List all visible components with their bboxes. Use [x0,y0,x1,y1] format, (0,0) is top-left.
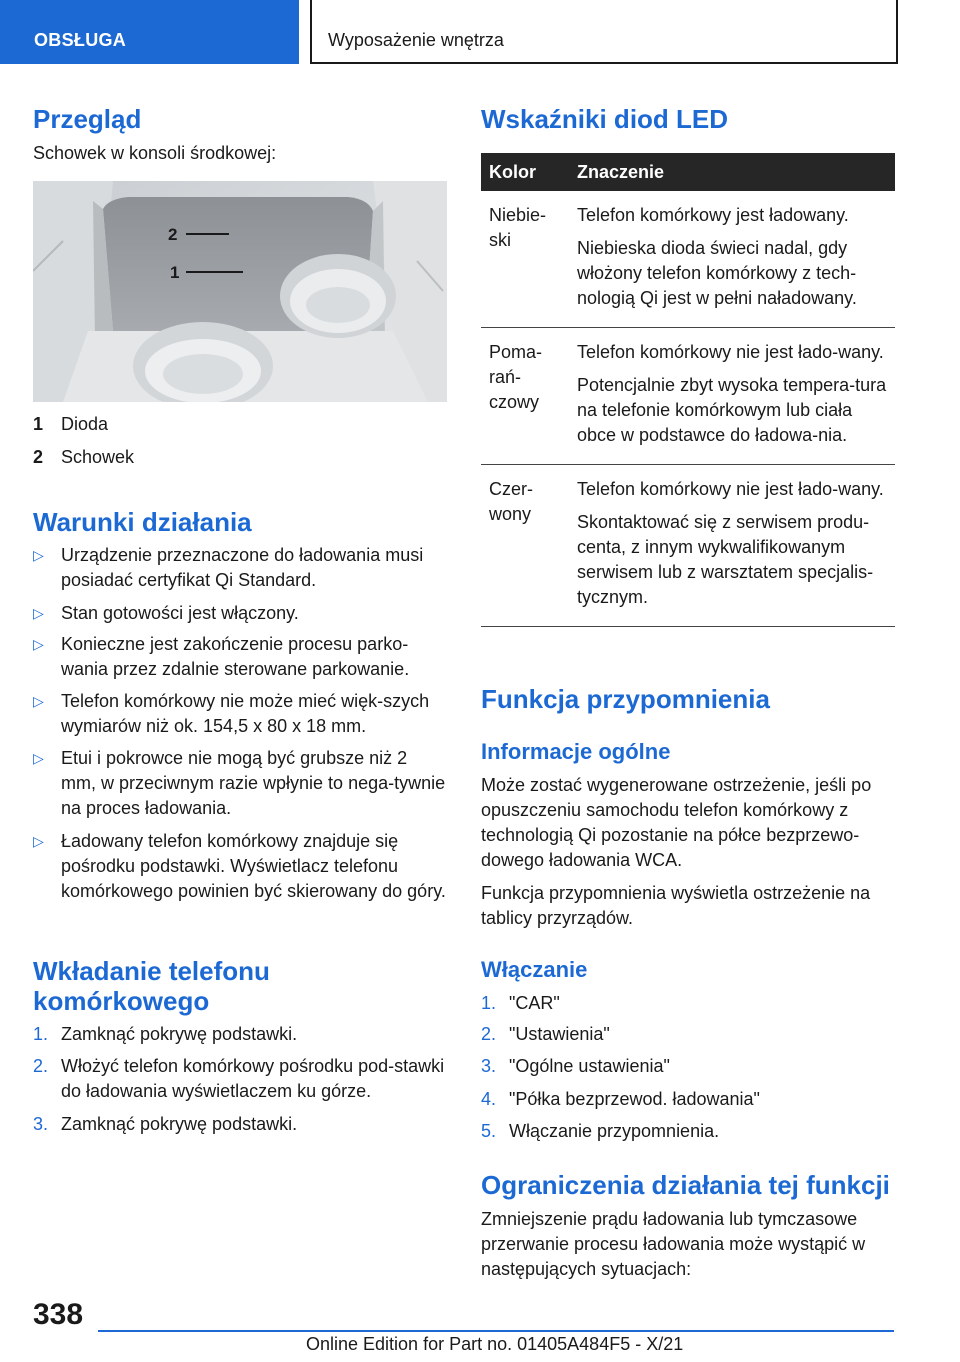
footer-divider [98,1330,894,1332]
meaning-line: Telefon komórkowy jest ładowany. [577,205,849,225]
step-item [481,1022,895,1047]
step-number: 3. [33,1114,49,1134]
legend-label: Dioda [61,414,109,434]
step-number: 1. [33,1024,49,1044]
table-header-color: Kolor [481,153,569,191]
table-cell-color: Czer-wony [481,465,569,627]
step-text: "Ustawienia" [509,1024,610,1044]
led-heading: Wskaźniki diod LED [481,104,729,134]
step-text: Zamknąć pokrywę podstawki. [61,1024,298,1044]
step-number: 2. [481,1024,497,1044]
triangle-bullet-icon: ▷ [33,636,44,652]
step-text: Zamknąć pokrywę podstawki. [61,1114,298,1134]
section-title: OBSŁUGA [34,30,127,50]
list-item [33,601,447,626]
step-number: 2. [33,1056,49,1076]
list-item [33,632,447,682]
table-cell-color: Poma-rań-czowy [481,328,569,465]
table-cell-meaning [569,465,895,627]
footer-edition: Online Edition for Part no. 01405A484F5 - X/21 [306,1334,684,1354]
step-text: "Półka bezprzewod. ładowania" [509,1089,760,1109]
callout-2: 2 [168,225,178,244]
step-number: 4. [481,1089,497,1109]
list-item-text: Ładowany telefon komórkowy znajduje się pośrodku podstawki. Wyświetlacz telefonu komórkowego powinien być skierowany do góry. [61,831,446,901]
step-text: "Ogólne ustawienia" [509,1056,670,1076]
insert-heading-line1: Wkładanie telefonu [33,956,270,986]
page-number: 338 [33,1298,84,1331]
list-item [33,829,447,904]
triangle-bullet-icon: ▷ [33,750,44,766]
enable-heading: Włączanie [481,957,588,982]
step-item [33,1112,447,1137]
step-number: 5. [481,1121,497,1141]
step-number: 3. [481,1056,497,1076]
overview-heading: Przegląd [33,104,142,134]
general-text-1: Może zostać wygenerowane ostrzeżenie, jeśli po opuszczeniu samochodu telefon komórkowy z technologią Qi pozostanie na półce bezprzewo-dowego ładowania WCA. [481,775,872,870]
step-item [33,1054,447,1104]
table-row [481,465,895,627]
step-text: Włożyć telefon komórkowy pośrodku pod-stawki do ładowania wyświetlaczem ku górze. [61,1056,445,1101]
reminder-heading: Funkcja przypomnienia [481,684,770,714]
console-illustration [33,181,447,402]
table-header-row [481,153,895,191]
legend-number: 2 [33,447,44,467]
general-heading: Informacje ogólne [481,739,671,764]
legend-number: 1 [33,414,44,434]
step-item [481,1054,895,1079]
meaning-line: Telefon komórkowy nie jest łado-wany. [577,479,884,499]
step-item [481,991,895,1016]
step-text: Włączanie przypomnienia. [509,1121,720,1141]
list-item [33,746,447,821]
meaning-line: Niebieska dioda świeci nadal, gdy włożony telefon komórkowy z tech-nologią Qi jest w pełni naładowany. [577,238,857,308]
triangle-bullet-icon: ▷ [33,547,44,563]
overview-text: Schowek w konsoli środkowej: [33,143,277,163]
section-tab [0,0,299,64]
triangle-bullet-icon: ▷ [33,605,44,621]
insert-heading [33,956,270,1016]
list-item [33,543,447,593]
chapter-header [310,0,898,64]
list-item-text: Etui i pokrowce nie mogą być grubsze niż 2 mm, w przeciwnym razie wpłynie to nega-tywnie na proces ładowania. [61,748,446,818]
list-item [33,689,447,739]
table-cell-color: Niebie-ski [481,191,569,328]
triangle-bullet-icon: ▷ [33,833,44,849]
meaning-line: Telefon komórkowy nie jest łado-wany. [577,342,884,362]
legend-label: Schowek [61,447,135,467]
conditions-heading: Warunki działania [33,507,252,537]
table-cell-meaning [569,328,895,465]
step-item [481,1119,895,1144]
limits-heading: Ograniczenia działania tej funkcji [481,1170,890,1200]
step-number: 1. [481,993,497,1013]
insert-heading-line2: komórkowego [33,986,210,1016]
list-item-text: Konieczne jest zakończenie procesu parko-wania przez zdalnie sterowane parkowanie. [61,634,410,679]
list-item-text: Stan gotowości jest włączony. [61,603,299,623]
step-text: "CAR" [509,993,560,1013]
limits-text: Zmniejszenie prądu ładowania lub tymczasowe przerwanie procesu ładowania może wystąpić w następujących sytuacjach: [481,1209,866,1279]
step-item [481,1087,895,1112]
led-table [481,153,895,627]
callout-1: 1 [170,263,180,282]
table-row [481,328,895,465]
table-header-meaning: Znaczenie [569,153,895,191]
chapter-title: Wyposażenie wnętrza [328,30,504,50]
step-item [33,1022,447,1047]
general-text-2: Funkcja przypomnienia wyświetla ostrzeżenie na tablicy przyrządów. [481,883,871,928]
table-cell-meaning [569,191,895,328]
meaning-line: Skontaktować się z serwisem produ-centa, z innym wykwalifikowanym serwisem lub z warsztatem specjalis-tycznym. [577,512,874,607]
table-row [481,191,895,328]
list-item-text: Telefon komórkowy nie może mieć więk-szych wymiarów niż ok. 154,5 x 80 x 18 mm. [61,691,430,736]
list-item-text: Urządzenie przeznaczone do ładowania musi posiadać certyfikat Qi Standard. [61,545,424,590]
meaning-line: Potencjalnie zbyt wysoka tempera-tura na telefonie komórkowym lub ciała obce w podstawce do ładowa-nia. [577,375,887,445]
triangle-bullet-icon: ▷ [33,693,44,709]
console-image [33,181,447,402]
